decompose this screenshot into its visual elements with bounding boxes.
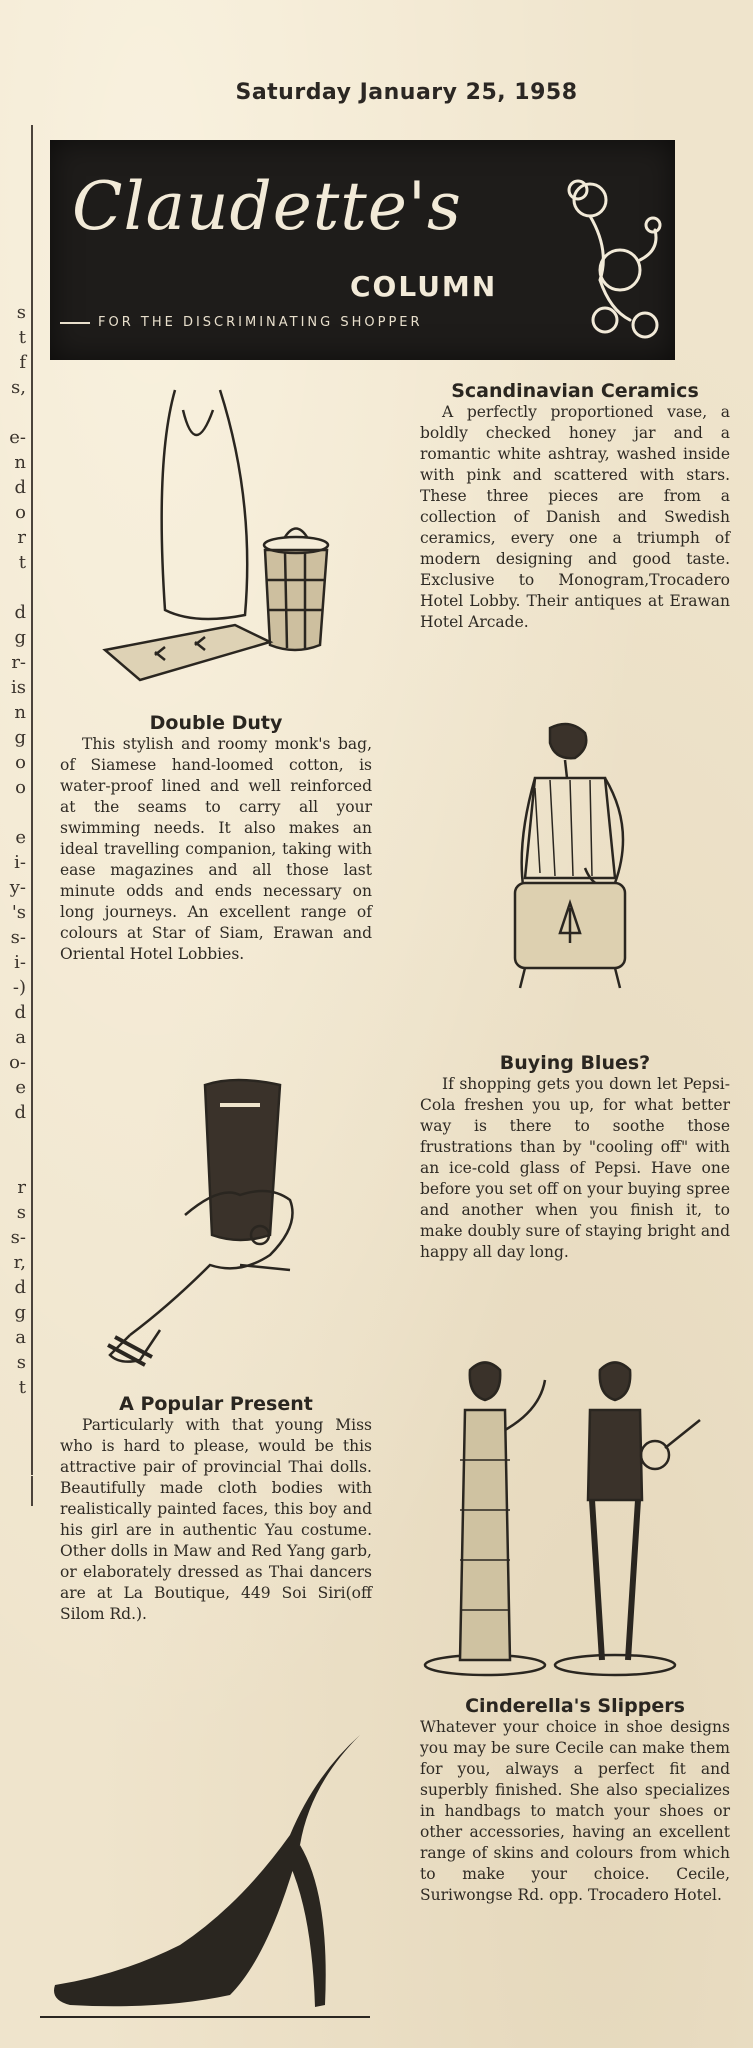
article-body: If shopping gets you down let Pepsi-Cola freshen you up, for what better way is there to soothe those frustrations than by "cooling off" with an ice-cold glass of Pepsi. Have one before you set off on your buying spree and another when you finish it, to make doubly sure of staying bright and happy all day long. xyxy=(420,1075,730,1261)
article-cinderellas-slippers xyxy=(420,1695,730,1906)
left-column-fragment: e xyxy=(15,1077,26,1098)
left-column-fragment: f xyxy=(19,352,26,373)
hand-with-glass-illustration xyxy=(90,1065,350,1370)
left-column-fragment xyxy=(0,800,26,825)
left-column-fragment: y- xyxy=(9,877,26,898)
high-heel-shoe-illustration xyxy=(40,1725,370,2025)
left-column-fragment: g xyxy=(14,727,26,748)
left-column-fragment: r xyxy=(17,527,26,548)
left-column-fragment: d xyxy=(14,477,26,498)
left-column-fragment: t xyxy=(18,327,26,348)
left-column-fragment xyxy=(0,1150,26,1175)
article-popular-present xyxy=(60,1393,372,1625)
article-body: This stylish and roomy monk's bag, of Siamese hand-loomed cotton, is water-proof lined and well reinforced at the seams to carry all your swimming needs. It also makes an ideal travelling companion, taking with ease magazines and all those last minute odds and ends necessary on long journeys. An excellent range of colours at Star of Siam, Erawan and Oriental Hotel Lobbies. xyxy=(60,735,372,963)
article-body: Particularly with that young Miss who is hard to please, would be this attractive pair of provincial Thai dolls. Beautifully made cloth bodies with realistically painted faces, this boy and his girl are in authentic Yau costume. Other dolls in Maw and Red Yang garb, or elaborately dressed as Thai dancers are at La Boutique, 449 Soi Siri(off Silom Rd.). xyxy=(60,1416,372,1623)
left-column-fragment: o xyxy=(15,777,26,798)
column-rule-end xyxy=(31,1476,33,1506)
left-column-fragment: e xyxy=(15,827,26,848)
left-column-fragment: s, xyxy=(11,377,26,398)
left-column-fragments xyxy=(0,300,26,1400)
left-column-fragment: i- xyxy=(14,952,26,973)
left-column-fragment: s xyxy=(16,302,26,323)
left-column-fragment: n xyxy=(14,452,26,473)
poodle-illustration xyxy=(550,160,670,360)
left-column-fragment xyxy=(0,575,26,600)
article-title: Double Duty xyxy=(149,712,283,734)
masthead-subtitle: COLUMN xyxy=(350,270,498,303)
left-column-fragment: o xyxy=(15,502,26,523)
left-column-fragment: r xyxy=(17,1177,26,1198)
article-title: A Popular Present xyxy=(119,1393,313,1415)
article-double-duty xyxy=(60,712,372,965)
article-title: Buying Blues? xyxy=(499,1052,651,1074)
left-column-fragment: o- xyxy=(9,1052,26,1073)
left-column-fragment: d xyxy=(14,1277,26,1298)
left-column-fragment: g xyxy=(14,627,26,648)
column-rule xyxy=(31,125,33,1475)
masthead xyxy=(50,140,675,360)
article-title: Scandinavian Ceramics xyxy=(451,380,699,402)
left-column-fragment: 's xyxy=(11,902,26,923)
bag-jar-ashtray-illustration xyxy=(95,380,350,690)
left-column-fragment: d xyxy=(14,1002,26,1023)
article-body: A perfectly proportioned vase, a boldly checked honey jar and a romantic white ashtray, washed inside with pink and scattered with stars. These three pieces are from a collection of Danish and Swedish ceramics, every one a triumph of modern designing and good taste. Exclusive to Monogram,Trocadero Hotel Lobby. Their antiques at Erawan Hotel Arcade. xyxy=(420,403,730,631)
left-column-fragment: is xyxy=(11,677,26,698)
article-scandinavian-ceramics xyxy=(420,380,730,633)
article-buying-blues xyxy=(420,1052,730,1263)
left-column-fragment: a xyxy=(15,1327,26,1348)
article-title: Cinderella's Slippers xyxy=(465,1695,685,1717)
left-column-fragment: -) xyxy=(12,977,26,998)
dateline: Saturday January 25, 1958 xyxy=(235,80,578,105)
left-column-fragment xyxy=(0,1125,26,1150)
masthead-tagline: FOR THE DISCRIMINATING SHOPPER xyxy=(60,315,423,330)
left-column-fragment: n xyxy=(14,702,26,723)
left-column-fragment: a xyxy=(15,1027,26,1048)
left-column-fragment: s- xyxy=(10,927,26,948)
left-column-fragment: i- xyxy=(14,852,26,873)
left-column-fragment: r, xyxy=(13,1252,26,1273)
left-column-fragment: g xyxy=(14,1302,26,1323)
thai-dolls-illustration xyxy=(410,1350,710,1680)
left-column-fragment: o xyxy=(15,752,26,773)
left-column-fragment: s- xyxy=(10,1227,26,1248)
left-column-fragment xyxy=(0,400,26,425)
article-body: Whatever your choice in shoe designs you may be sure Cecile can make them for you, always a perfect fit and superbly finished. She also specializes in handbags to match your shoes or other accessories, having an excellent range of skins and colours from which to make your choice. Cecile, Suriwongse Rd. opp. Trocadero Hotel. xyxy=(420,1718,730,1904)
left-column-fragment: s xyxy=(16,1202,26,1223)
left-column-fragment: t xyxy=(18,1377,26,1398)
left-column-fragment: e- xyxy=(9,427,26,448)
left-column-fragment: d xyxy=(14,602,26,623)
left-column-fragment: d xyxy=(14,1102,26,1123)
woman-with-drum-illustration xyxy=(495,718,695,998)
left-column-fragment: r- xyxy=(11,652,26,673)
left-column-fragment: s xyxy=(16,1352,26,1373)
masthead-title: Claudette's xyxy=(72,168,462,245)
left-column-fragment: t xyxy=(18,552,26,573)
